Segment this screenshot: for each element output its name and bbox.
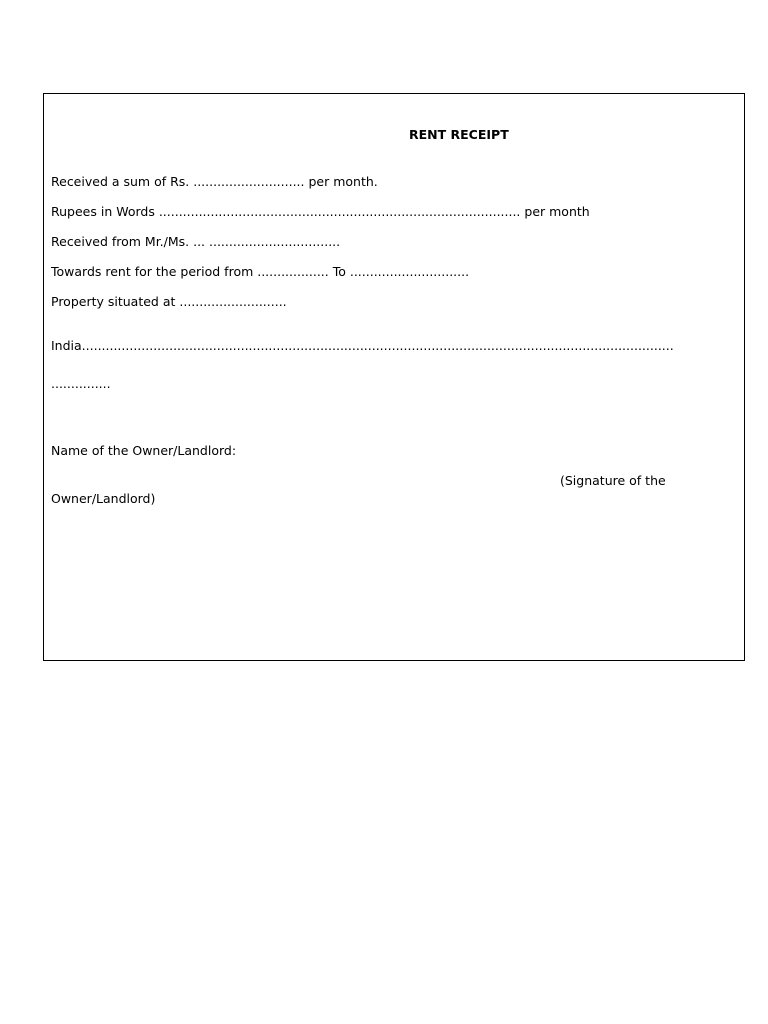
rent-period-line: Towards rent for the period from .................. To .............................. bbox=[51, 264, 470, 279]
property-address-line: Property situated at ........................... bbox=[51, 294, 287, 309]
signature-label-continuation: Owner/Landlord) bbox=[51, 491, 156, 506]
amount-received-line: Received a sum of Rs. ............................ per month. bbox=[51, 174, 378, 189]
receipt-title: RENT RECEIPT bbox=[409, 127, 509, 142]
signature-label: (Signature of the bbox=[560, 473, 666, 488]
owner-name-label: Name of the Owner/Landlord: bbox=[51, 443, 237, 458]
received-from-line: Received from Mr./Ms. ... ................................. bbox=[51, 234, 341, 249]
address-india-line: India..................................................................................................................................................... bbox=[51, 338, 674, 353]
address-continuation-line: ............... bbox=[51, 376, 111, 391]
amount-in-words-line: Rupees in Words ........................................................................................... per month bbox=[51, 204, 590, 219]
rent-receipt-form bbox=[43, 93, 745, 661]
